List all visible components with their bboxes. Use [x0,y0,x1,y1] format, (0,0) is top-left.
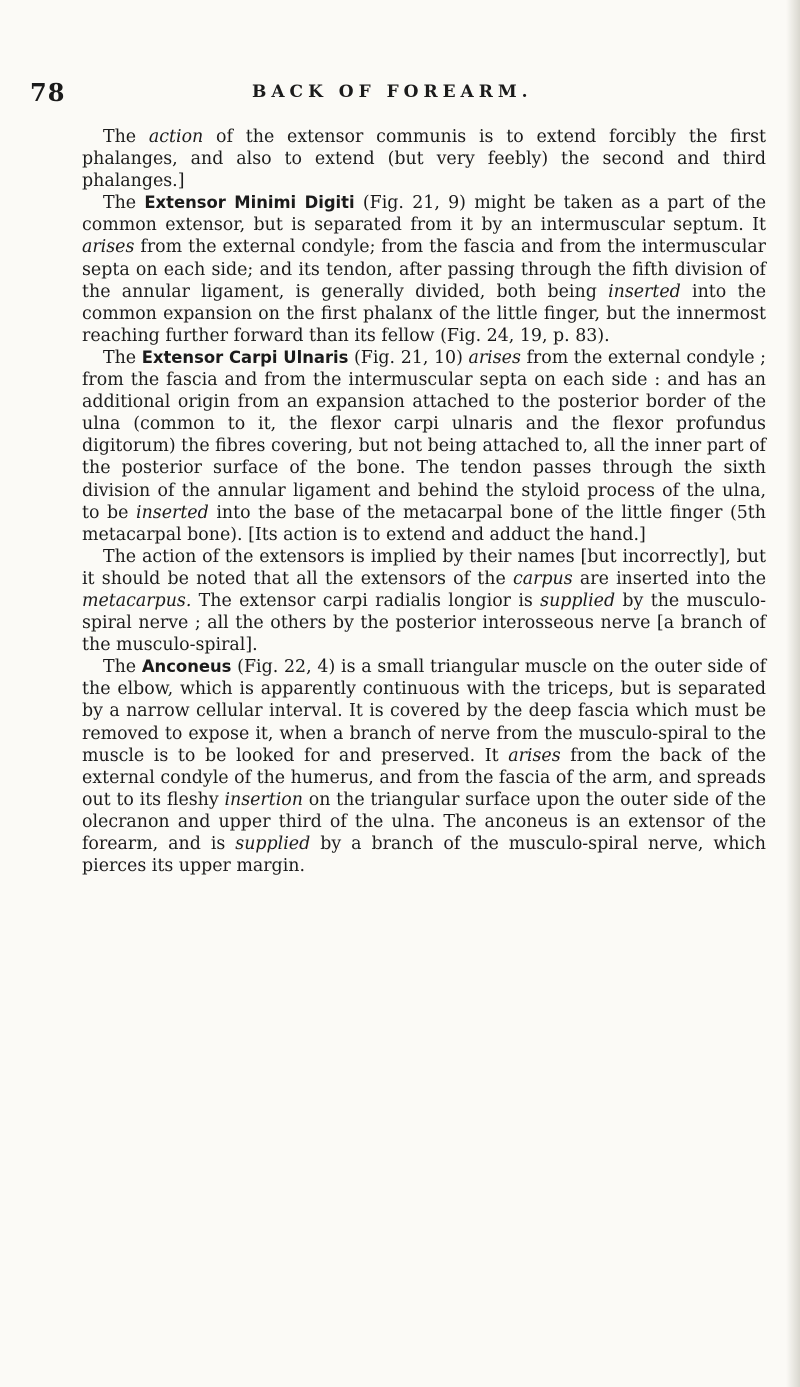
muscle-heading: Extensor Minimi Digiti [144,193,355,213]
text-run: (Fig. 22, 4) is a small triangular muscle on the outer side of the elbow, which is apparently continuous with the triceps, but is separated by a narrow cellular interval. It is covered by the deep fascia which must be removed to expose it, when a branch of nerve from the musculo-spiral to the muscle is to be looked for and preserved. It [82,657,767,766]
paragraph [82,656,766,877]
italic-term: inserted [136,502,209,523]
text-run: The [103,657,142,678]
italic-term: supplied [540,590,616,611]
italic-term: action [148,127,204,147]
italic-term: supplied [235,834,311,854]
text-run: from the external condyle; from the fascia and from the intermuscular septa on each side; and its tendon, after passing through the fifth division of the annular ligament, is generally divided, both being [82,237,766,302]
paragraph [82,126,766,192]
italic-term: inserted [608,281,681,302]
text-run: into the base of the metacarpal bone of the little finger (5th metacarpal bone). [Its action is to extend and adduct the hand.] [82,502,766,545]
text-run: by a branch of the musculo-spiral nerve, which pierces its upper margin. [82,834,766,877]
running-title: BACK OF FOREARM. [252,82,533,102]
text-run: on the triangular surface upon the outer side of the olecranon and upper third of the ulna. The anconeus is an extensor of the forearm, and is [82,789,766,854]
italic-term: metacarpus. [82,590,192,611]
italic-term: arises [82,237,135,258]
text-run: The [103,347,142,368]
text-run: are inserted into the [572,568,766,589]
text-run: by the musculo-spiral nerve ; all the others by the posterior interosseous nerve [a branch of the musculo-spiral]. [82,590,766,656]
text-run: The [103,193,145,214]
muscle-heading: Anconeus [141,657,232,677]
text-run: from the external condyle ; from the fascia and from the intermuscular septa on each side : and has an additional origin from an expansion attached to the posterior border of the ulna (common to it, the flexor carpi ulnaris and the flexor profundus digitorum) the fibres covering, but not being attached to, all the inner part of the posterior surface of the bone. The tendon passes through the sixth division of the annular ligament and behind the styloid process of the ulna, to be [82,347,766,523]
text-run: The [103,127,149,147]
paragraph [82,192,766,347]
text-run: The action of the extensors is implied by their names [but incorrectly], but it should be noted that all the extensors of the [82,546,766,589]
text-run: from the back of the external condyle of the humerus, and from the fascia of the arm, and spreads out to its fleshy [82,745,766,810]
body-text [82,126,766,877]
text-run: into the common expansion on the first phalanx of the little finger, but the innermost reaching further forward than its fellow (Fig. 24, 19, p. 83). [82,281,766,346]
page-edge-shadow [786,0,800,1387]
text-run: The extensor carpi radialis longior is [191,590,541,611]
muscle-heading: Extensor Carpi Ulnaris [141,347,349,367]
italic-term: arises [508,745,561,766]
text-run: of the extensor communis is to extend forcibly the first phalanges, and also to extend (but very feebly) the second and third phalanges.] [82,127,767,192]
italic-term: insertion [224,789,303,810]
paragraph [82,347,766,546]
page-number: 78 [30,78,66,107]
text-run: (Fig. 21, 10) [348,347,469,368]
paragraph [82,546,766,656]
italic-term: carpus [513,568,573,589]
italic-term: arises [468,347,521,368]
running-header [0,78,800,108]
text-run: (Fig. 21, 9) might be taken as a part of the common extensor, but is separated from it by an intermuscular septum. It [82,193,766,236]
